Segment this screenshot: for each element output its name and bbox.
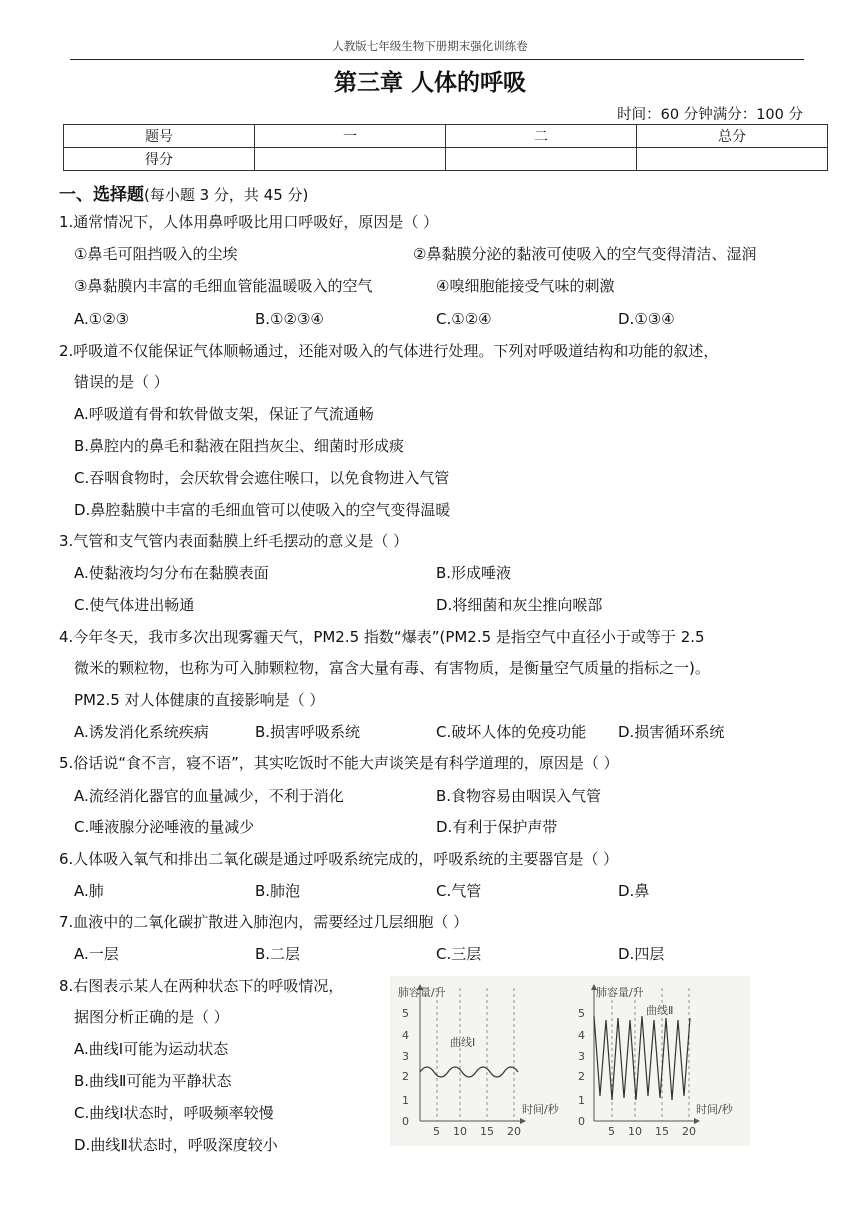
question-4-stem-line1: 4.今年冬天，我市多次出现雾霾天气，PM2.5 指数“爆表”(PM2.5 是指空气中直径小于或等于 2.5 xyxy=(59,628,705,646)
right-ytick-1: 1 xyxy=(578,1094,585,1107)
right-ytick-4: 4 xyxy=(578,1029,585,1042)
header-divider xyxy=(70,59,804,60)
question-1-stem: 1.通常情况下，人体用鼻呼吸比用口呼吸好，原因是（ ） xyxy=(59,213,439,231)
q7-option-c[interactable]: C.三层 xyxy=(436,945,482,963)
left-xlabel: 时间/秒 xyxy=(522,1103,559,1116)
section-note: (每小题 3 分，共 45 分) xyxy=(144,186,309,204)
q3-option-d[interactable]: D.将细菌和灰尘推向喉部 xyxy=(436,596,603,614)
q5-option-c[interactable]: C.唾液腺分泌唾液的量减少 xyxy=(74,818,255,836)
curve-2-label: 曲线Ⅱ xyxy=(646,1004,674,1017)
q1-option-b[interactable]: B.①②③④ xyxy=(255,310,324,328)
q5-option-a[interactable]: A.流经消化器官的血量减少，不利于消化 xyxy=(74,787,344,805)
score-cell: 二 xyxy=(446,125,637,148)
q2-option-c[interactable]: C.吞咽食物时，会厌软骨会遮住喉口，以免食物进入气管 xyxy=(74,469,450,487)
q1-option-d[interactable]: D.①③④ xyxy=(618,310,675,328)
left-ytick-5: 5 xyxy=(402,1007,409,1020)
chapter-title: 第三章 人体的呼吸 xyxy=(333,70,526,96)
right-xlabel: 时间/秒 xyxy=(696,1103,733,1116)
q4-option-b[interactable]: B.损害呼吸系统 xyxy=(255,723,361,741)
right-ytick-0: 0 xyxy=(578,1115,585,1128)
q4-option-a[interactable]: A.诱发消化系统疾病 xyxy=(74,723,209,741)
score-input-cell[interactable] xyxy=(637,148,828,171)
right-ytick-2: 2 xyxy=(578,1070,585,1083)
left-xtick-15: 15 xyxy=(480,1125,494,1138)
q2-option-a[interactable]: A.呼吸道有骨和软骨做支架，保证了气流通畅 xyxy=(74,405,374,423)
q1-option-a[interactable]: A.①②③ xyxy=(74,310,130,328)
q6-option-a[interactable]: A.肺 xyxy=(74,882,104,900)
q2-option-b[interactable]: B.鼻腔内的鼻毛和黏液在阻挡灰尘、细菌时形成痰 xyxy=(74,437,405,455)
score-cell: 总分 xyxy=(637,125,828,148)
q1-statement-1: ①鼻毛可阻挡吸入的尘埃 xyxy=(74,245,238,263)
q6-option-b[interactable]: B.肺泡 xyxy=(255,882,301,900)
question-4-stem-line3: PM2.5 对人体健康的直接影响是（ ） xyxy=(74,691,325,709)
question-6-stem: 6.人体吸入氧气和排出二氧化碳是通过呼吸系统完成的，呼吸系统的主要器官是（ ） xyxy=(59,850,619,868)
q8-option-b[interactable]: B.曲线Ⅱ可能为平静状态 xyxy=(74,1072,232,1090)
question-4-stem-line2: 微米的颗粒物，也称为可入肺颗粒物，富含大量有毒、有害物质，是衡量空气质量的指标之一)。 xyxy=(74,659,710,677)
left-ytick-2: 2 xyxy=(402,1070,409,1083)
q7-option-a[interactable]: A.一层 xyxy=(74,945,119,963)
q3-option-a[interactable]: A.使黏液均匀分布在黏膜表面 xyxy=(74,564,269,582)
q4-option-d[interactable]: D.损害循环系统 xyxy=(618,723,725,741)
q6-option-c[interactable]: C.气管 xyxy=(436,882,482,900)
score-table xyxy=(63,124,828,171)
section-heading xyxy=(59,180,308,205)
right-xtick-15: 15 xyxy=(655,1125,669,1138)
question-8-stem-line2: 据图分析正确的是（ ） xyxy=(74,1008,229,1026)
q1-option-c[interactable]: C.①②④ xyxy=(436,310,492,328)
right-xtick-5: 5 xyxy=(608,1125,615,1138)
question-5-stem: 5.俗话说“食不言，寝不语”，其实吃饭时不能大声谈笑是有科学道理的，原因是（ ） xyxy=(59,754,619,772)
right-ytick-3: 3 xyxy=(578,1050,585,1063)
q8-option-a[interactable]: A.曲线Ⅰ可能为运动状态 xyxy=(74,1040,229,1058)
q8-option-d[interactable]: D.曲线Ⅱ状态时，呼吸深度较小 xyxy=(74,1136,278,1154)
q6-option-d[interactable]: D.鼻 xyxy=(618,882,650,900)
question-2-stem-line2: 错误的是（ ） xyxy=(74,373,169,391)
right-ylabel: 肺容量/升 xyxy=(596,986,644,999)
left-ylabel: 肺容量/升 xyxy=(398,986,446,999)
question-8-stem-line1: 8.右图表示某人在两种状态下的呼吸情况， xyxy=(59,977,344,995)
lung-capacity-figure xyxy=(390,976,750,1146)
q8-option-c[interactable]: C.曲线Ⅰ状态时，呼吸频率较慢 xyxy=(74,1104,274,1122)
left-ytick-4: 4 xyxy=(402,1029,409,1042)
score-input-cell[interactable] xyxy=(446,148,637,171)
q7-option-d[interactable]: D.四层 xyxy=(618,945,665,963)
q4-option-c[interactable]: C.破坏人体的免疫功能 xyxy=(436,723,587,741)
q7-option-b[interactable]: B.二层 xyxy=(255,945,301,963)
time-info: 时间：60 分钟满分：100 分 xyxy=(617,107,803,123)
left-ytick-3: 3 xyxy=(402,1050,409,1063)
left-ytick-1: 1 xyxy=(402,1094,409,1107)
right-xtick-10: 10 xyxy=(628,1125,642,1138)
section-title: 一、选择题 xyxy=(59,185,144,205)
question-2-stem-line1: 2.呼吸道不仅能保证气体顺畅通过，还能对吸入的气体进行处理。下列对呼吸道结构和功能的叙述， xyxy=(59,342,719,360)
score-cell: 一 xyxy=(255,125,446,148)
left-xtick-10: 10 xyxy=(453,1125,467,1138)
q1-statement-2: ②鼻黏膜分泌的黏液可使吸入的空气变得清洁、湿润 xyxy=(413,245,757,263)
right-ytick-5: 5 xyxy=(578,1007,585,1020)
score-cell: 题号 xyxy=(64,125,255,148)
curve-1-label: 曲线Ⅰ xyxy=(450,1036,476,1049)
score-table-header-row xyxy=(64,125,828,148)
right-xtick-20: 20 xyxy=(682,1125,696,1138)
question-3-stem: 3.气管和支气管内表面黏膜上纤毛摆动的意义是（ ） xyxy=(59,532,409,550)
q3-option-b[interactable]: B.形成唾液 xyxy=(436,564,512,582)
left-ytick-0: 0 xyxy=(402,1115,409,1128)
left-xtick-20: 20 xyxy=(507,1125,521,1138)
q2-option-d[interactable]: D.鼻腔黏膜中丰富的毛细血管可以使吸入的空气变得温暖 xyxy=(74,501,451,519)
q3-option-c[interactable]: C.使气体进出畅通 xyxy=(74,596,195,614)
question-7-stem: 7.血液中的二氧化碳扩散进入肺泡内，需要经过几层细胞（ ） xyxy=(59,913,469,931)
score-input-cell[interactable] xyxy=(255,148,446,171)
score-cell: 得分 xyxy=(64,148,255,171)
q5-option-d[interactable]: D.有利于保护声带 xyxy=(436,818,558,836)
running-header: 人教版七年级生物下册期末强化训练卷 xyxy=(332,39,528,53)
q1-statement-3: ③鼻黏膜内丰富的毛细血管能温暖吸入的空气 xyxy=(74,277,373,295)
left-xtick-5: 5 xyxy=(433,1125,440,1138)
q1-statement-4: ④嗅细胞能接受气味的刺激 xyxy=(436,277,615,295)
score-table-score-row xyxy=(64,148,828,171)
q5-option-b[interactable]: B.食物容易由咽误入气管 xyxy=(436,787,602,805)
